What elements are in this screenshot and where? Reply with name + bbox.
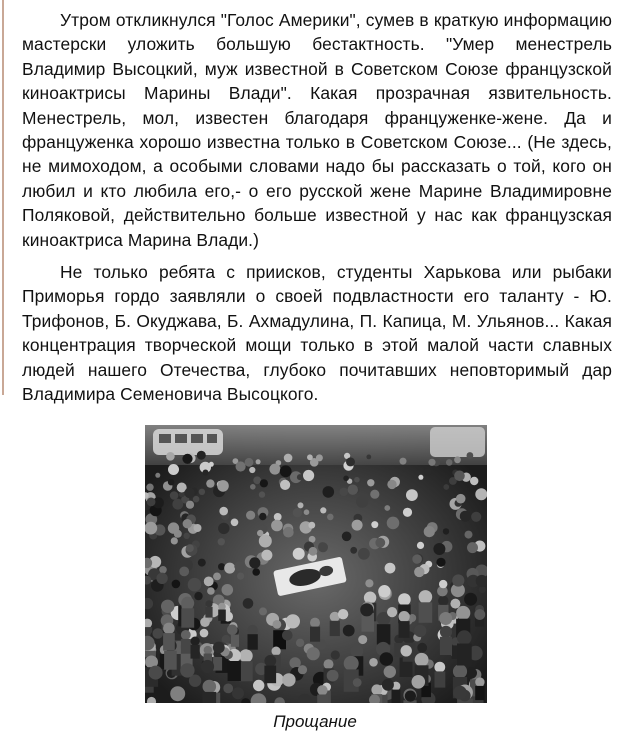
crowd-head	[443, 484, 449, 490]
crowd-head	[310, 618, 320, 628]
crowd-head	[424, 526, 435, 537]
crowd-head	[232, 687, 244, 699]
crowd-head	[380, 652, 394, 666]
crowd-head	[443, 528, 449, 534]
crowd-head	[318, 542, 328, 552]
crowd-head	[180, 663, 194, 677]
crowd-head	[286, 614, 300, 628]
crowd-head	[200, 629, 209, 638]
crowd-head	[327, 670, 339, 682]
crowd-head	[166, 452, 175, 461]
crowd-head	[224, 563, 235, 574]
crowd-body	[181, 608, 194, 627]
crowd-body	[419, 602, 433, 623]
crowd-head	[414, 625, 426, 637]
crowd-head	[453, 686, 467, 700]
crowd-head	[352, 520, 363, 531]
crowd-head	[234, 561, 244, 571]
crowd-head	[465, 531, 473, 539]
crowd-body	[164, 651, 177, 670]
crowd-head	[324, 659, 334, 669]
crowd-head	[400, 458, 407, 465]
crowd-head	[236, 461, 246, 471]
crowd-head	[209, 462, 214, 467]
crowd-body	[475, 686, 484, 700]
crowd-head	[353, 678, 362, 687]
crowd-body	[457, 644, 472, 666]
crowd-head	[149, 666, 163, 680]
crowd-head	[450, 599, 460, 609]
crowd-body	[330, 621, 340, 636]
crowd-head	[339, 488, 348, 497]
margin-rule	[2, 0, 4, 395]
crowd-head	[369, 658, 378, 667]
crowd-head	[457, 630, 472, 645]
crowd-head	[259, 607, 267, 615]
crowd-head	[298, 502, 304, 508]
crowd-head	[466, 667, 477, 678]
crowd-head	[256, 459, 261, 464]
crowd-head	[249, 467, 255, 473]
crowd-head	[371, 521, 378, 528]
crowd-head	[452, 574, 464, 586]
crowd-head	[213, 573, 221, 581]
crowd-head	[307, 647, 320, 660]
crowd-head	[204, 646, 212, 654]
crowd-head	[200, 617, 210, 627]
crowd-head	[223, 684, 233, 694]
crowd-head	[323, 486, 335, 498]
funeral-crowd-photo	[145, 425, 487, 703]
crowd-head	[412, 675, 426, 689]
crowd-head	[252, 568, 260, 576]
crowd-head	[172, 499, 183, 510]
crowd-head	[417, 542, 424, 549]
crowd-head	[217, 480, 229, 492]
crowd-head	[161, 600, 174, 613]
crowd-head	[419, 590, 433, 604]
crowd-head	[184, 488, 194, 498]
crowd-head	[184, 533, 190, 539]
crowd-head	[237, 573, 244, 580]
crowd-head	[378, 585, 390, 597]
crowd-head	[470, 477, 478, 485]
crowd-head	[343, 476, 349, 482]
crowd-head	[163, 623, 175, 635]
crowd-body	[163, 633, 175, 651]
crowd-photo-icon	[145, 425, 487, 703]
crowd-body	[435, 671, 446, 687]
crowd-head	[156, 573, 167, 584]
crowd-head	[284, 454, 293, 463]
crowd-head	[250, 484, 256, 490]
crowd-head	[273, 620, 282, 629]
crowd-head	[304, 509, 310, 515]
crowd-head	[406, 489, 418, 501]
crowd-head	[188, 578, 202, 592]
crowd-head	[153, 628, 164, 639]
crowd-head	[186, 544, 194, 552]
crowd-head	[456, 494, 466, 504]
crowd-head	[257, 530, 263, 536]
crowd-head	[259, 491, 265, 497]
crowd-body	[181, 639, 191, 654]
crowd-head	[316, 454, 323, 461]
crowd-head	[283, 527, 294, 538]
crowd-head	[346, 457, 355, 466]
crowd-head	[207, 587, 215, 595]
crowd-head	[168, 522, 179, 533]
crowd-head	[342, 532, 352, 542]
crowd-head	[274, 513, 282, 521]
crowd-head	[382, 679, 394, 691]
crowd-head	[245, 458, 254, 467]
crowd-body	[218, 610, 226, 621]
crowd-head	[181, 630, 191, 640]
crowd-head	[456, 606, 470, 620]
crowd-head	[269, 464, 280, 475]
crowd-head	[360, 603, 373, 616]
crowd-body	[231, 635, 239, 647]
crowd-head	[471, 512, 481, 522]
crowd-body	[377, 624, 391, 644]
crowd-head	[387, 607, 397, 617]
crowd-head	[222, 584, 234, 596]
crowd-head	[194, 592, 202, 600]
crowd-head	[454, 471, 465, 482]
crowd-head	[358, 635, 367, 644]
crowd-head	[354, 477, 360, 483]
crowd-body	[213, 657, 222, 671]
crowd-head	[181, 597, 194, 610]
crowd-head	[261, 550, 272, 561]
crowd-head	[399, 611, 410, 622]
crowd-head	[296, 639, 304, 647]
crowd-head	[405, 691, 416, 702]
crowd-body	[239, 661, 252, 681]
crowd-head	[213, 642, 225, 654]
crowd-head	[438, 596, 448, 606]
crowd-head	[401, 645, 412, 656]
crowd-head	[239, 649, 252, 662]
crowd-head	[308, 522, 315, 529]
crowd-head	[439, 612, 452, 625]
crowd-body	[392, 690, 401, 703]
crowd-head	[247, 625, 257, 635]
crowd-head	[182, 454, 192, 464]
crowd-head	[191, 637, 200, 646]
crowd-head	[253, 680, 264, 691]
crowd-head	[183, 519, 192, 528]
crowd-head	[358, 548, 370, 560]
crowd-head	[206, 479, 214, 487]
crowd-head	[384, 666, 396, 678]
crowd-head	[280, 480, 290, 490]
crowd-head	[204, 577, 214, 587]
crowd-head	[424, 468, 432, 476]
crowd-body	[203, 692, 217, 703]
crowd-head	[218, 563, 225, 570]
crowd-head	[231, 519, 239, 527]
crowd-head	[197, 451, 206, 460]
crowd-head	[198, 559, 206, 567]
crowd-head	[356, 496, 368, 508]
crowd-head	[309, 547, 318, 556]
paragraph-1: Утром откликнулся "Голос Америки", сумев в краткую информацию мастерски уложить большую бестактность. "Умер менестрель Владимир Высоцкий, муж известной в Советском Союзе французской киноактрисы Марины Влади". Какая прозрачная язвительность. Менестрель, мол, известен благодаря француженке-жене. Да и француженка хорошо известна только в Советском Союзе... (Не здесь, не мимоходом, а особыми словами надо бы рассказать о той, кого он любил и кто любила его,- о его русской жене Марине Владимировне Поляковой, действительно больше известной у нас как французская киноактриса Марина Влади.)	[22, 10, 612, 250]
crowd-head	[375, 538, 385, 548]
crowd-head	[145, 522, 157, 535]
crowd-head	[385, 563, 396, 574]
crowd-head	[218, 603, 226, 611]
crowd-head	[159, 566, 167, 574]
crowd-body	[264, 666, 276, 684]
crowd-head	[168, 479, 174, 485]
crowd-head	[243, 598, 254, 609]
crowd-head	[454, 456, 461, 463]
crowd-head	[320, 507, 326, 513]
crowd-head	[280, 465, 292, 477]
crowd-head	[179, 567, 189, 577]
crowd-head	[417, 643, 427, 653]
crowd-head	[414, 567, 424, 577]
crowd-head	[365, 579, 373, 587]
crowd-body	[440, 637, 452, 655]
crowd-head	[446, 459, 453, 466]
crowd-head	[474, 609, 485, 620]
crowd-head	[186, 501, 194, 509]
crowd-head	[350, 645, 363, 658]
crowd-head	[387, 480, 396, 489]
crowd-head	[366, 455, 371, 460]
paragraph-2: Не только ребята с приисков, студенты Харькова или рыбаки Приморья гордо заявляли о своей подвластности его таланту - Ю. Трифонов, Б. Окуджава, Б. Ахмадулина, П. Капица, М. Ульянов... Какая концентрация творческой мощи только в этой малой части славных людей нашего Отечества, глубоко почитавших неповторимый дар Владимира Семеновича Высоцкого.	[22, 262, 612, 405]
crowd-head	[403, 508, 412, 517]
crowd-head	[460, 511, 471, 522]
crowd-head	[193, 496, 200, 503]
crowd-head	[282, 630, 293, 641]
crowd-head	[259, 535, 272, 548]
crowd-head	[227, 625, 238, 636]
crowd-head	[249, 557, 260, 568]
crowd-head	[398, 593, 411, 606]
crowd-head	[418, 475, 423, 480]
crowd-head	[146, 484, 153, 491]
crowd-head	[439, 580, 447, 588]
crowd-body	[248, 634, 258, 650]
crowd-head	[147, 498, 156, 507]
crowd-body	[191, 645, 200, 659]
crowd-body	[310, 627, 320, 642]
crowd-head	[271, 520, 283, 532]
crowd-head	[371, 684, 382, 695]
crowd-body	[399, 621, 410, 638]
crowd-head	[475, 488, 487, 500]
crowd-head	[170, 686, 185, 701]
crowd-head	[170, 491, 179, 500]
crowd-head	[327, 514, 334, 521]
crowd-head	[171, 537, 178, 544]
crowd-head	[475, 677, 484, 686]
crowd-head	[434, 662, 445, 673]
crowd-head	[272, 647, 281, 656]
crowd-head	[479, 586, 486, 593]
crowd-head	[155, 473, 160, 478]
crowd-head	[297, 474, 303, 480]
crowd-head	[172, 580, 181, 589]
crowd-head	[293, 508, 302, 517]
crowd-head	[350, 547, 357, 554]
crowd-head	[464, 593, 477, 606]
crowd-head	[293, 548, 305, 560]
crowd-head	[348, 485, 358, 495]
crowd-head	[298, 665, 307, 674]
crowd-head	[343, 625, 355, 637]
photo-caption: Прощание	[273, 712, 357, 731]
crowd-head	[384, 505, 390, 511]
crowd-head	[218, 538, 225, 545]
crowd-head	[194, 524, 202, 532]
crowd-head	[415, 653, 429, 667]
crowd-head	[260, 479, 268, 487]
crowd-head	[433, 543, 445, 555]
crowd-head	[331, 650, 340, 659]
crowd-head	[344, 656, 359, 671]
crowd-head	[436, 558, 445, 567]
crowd-head	[412, 554, 422, 564]
crowd-head	[367, 479, 374, 486]
crowd-head	[201, 660, 214, 673]
crowd-head	[203, 680, 217, 694]
crowd-head	[282, 673, 295, 686]
crowd-head	[467, 452, 474, 459]
crowd-head	[453, 664, 467, 678]
crowd-head	[370, 490, 379, 499]
crowd-head	[467, 542, 478, 553]
crowd-head	[246, 511, 255, 520]
crowd-head	[168, 464, 179, 475]
crowd-body	[228, 661, 241, 681]
crowd-head	[218, 523, 229, 534]
crowd-head	[264, 655, 276, 667]
crowd-head	[307, 454, 313, 460]
crowd-head	[303, 470, 314, 481]
crowd-body	[205, 607, 212, 618]
crowd-head	[338, 609, 348, 619]
crowd-head	[199, 489, 205, 495]
crowd-head	[259, 513, 266, 520]
article-body	[22, 8, 612, 407]
crowd-head	[205, 600, 212, 607]
crowd-head	[440, 626, 452, 638]
crowd-head	[428, 459, 435, 466]
crowd-head	[317, 685, 327, 695]
crowd-head	[203, 470, 209, 476]
crowd-head	[387, 517, 400, 530]
crowd-body	[317, 695, 327, 704]
crowd-head	[219, 507, 228, 516]
